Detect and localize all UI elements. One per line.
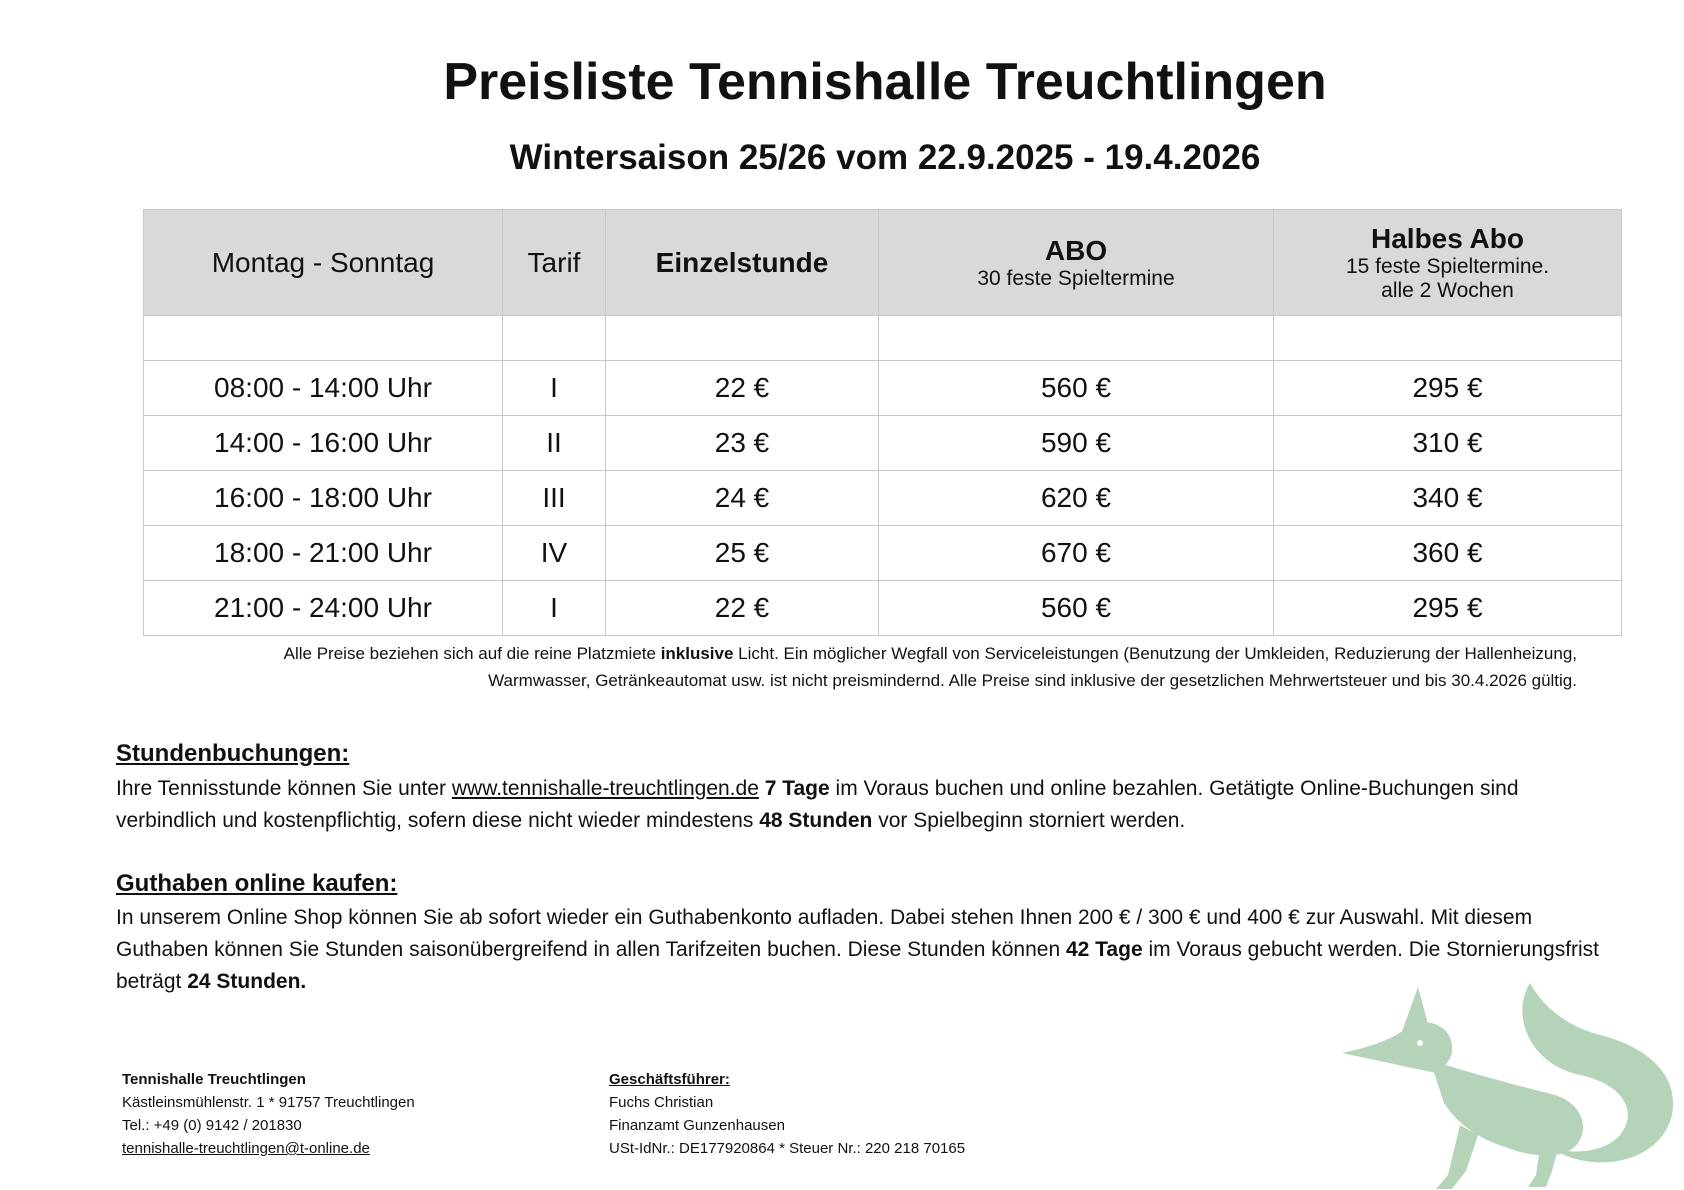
col-header-half-abo: Halbes Abo 15 feste Spieltermine. alle 2 Wochen [1274, 210, 1622, 316]
table-row: 14:00 - 16:00 Uhr II 23 € 590 € 310 € [144, 416, 1622, 471]
col-header-tarif: Tarif [503, 210, 606, 316]
col-header-single: Einzelstunde [606, 210, 879, 316]
footer-management: Geschäftsführer: Fuchs Christian Finanzamt Gunzenhausen USt-IdNr.: DE177920864 * Steuer Nr.: 220 218 70165 [609, 1071, 966, 1157]
season-subtitle: Wintersaison 25/26 vom 22.9.2025 - 19.4.2026 [509, 138, 1261, 177]
booking-text: Ihre Tennisstunde können Sie unter www.tennishalle-treuchtlingen.de 7 Tage im Voraus buchen und online bezahlen. Getätigte Online-Buchungen sind verbindlich und kostenpflichtig, sofern diese nicht wieder mindestens 48 Stunden vor Spielbeginn storniert werden. [116, 777, 1519, 832]
table-row: 18:00 - 21:00 Uhr IV 25 € 670 € 360 € [144, 526, 1622, 581]
booking-heading: Stundenbuchungen: [116, 740, 350, 767]
price-table [143, 209, 1622, 636]
table-row: 16:00 - 18:00 Uhr III 24 € 620 € 340 € [144, 471, 1622, 526]
page-title: Preisliste Tennishalle Treuchtlingen [443, 53, 1327, 111]
table-spacer-row [144, 316, 1622, 361]
email-link[interactable]: tennishalle-treuchtlingen@t-online.de [122, 1140, 370, 1157]
price-note: Alle Preise beziehen sich auf die reine Platzmiete inklusive Licht. Ein möglicher Wegfall von Serviceleistungen (Benutzung der Umkleiden, Reduzierung der Hallenheizung, Warmwasser, Getränkeautomat usw. ist nicht preismindernd. Alle Preise sind inklusive der gesetzlichen Mehrwertsteuer und bis 30.4.2026 gültig. [283, 644, 1577, 690]
col-header-abo: ABO 30 feste Spieltermine [879, 210, 1274, 316]
website-link[interactable]: www.tennishalle-treuchtlingen.de [451, 777, 759, 800]
table-header-row [144, 210, 1622, 316]
table-row: 21:00 - 24:00 Uhr I 22 € 560 € 295 € [144, 581, 1622, 636]
col-header-days: Montag - Sonntag [144, 210, 503, 316]
table-row: 08:00 - 14:00 Uhr I 22 € 560 € 295 € [144, 361, 1622, 416]
credit-heading: Guthaben online kaufen: [116, 870, 398, 897]
fox-logo-icon [1340, 975, 1680, 1190]
footer-company: Tennishalle Treuchtlingen Kästleinsmühlenstr. 1 * 91757 Treuchtlingen Tel.: +49 (0) 9142 / 201830 tennishalle-treuchtlingen@t-online.de [122, 1068, 415, 1160]
credit-text: In unserem Online Shop können Sie ab sofort wieder ein Guthabenkonto aufladen. Dabei stehen Ihnen 200 € / 300 € und 400 € zur Auswahl. Mit diesem Guthaben können Sie Stunden saisonübergreifend in allen Tarifzeiten buchen. Diese Stunden können 42 Tage im Voraus gebucht werden. Die Stornierungsfrist beträgt 24 Stunden. [116, 906, 1600, 993]
